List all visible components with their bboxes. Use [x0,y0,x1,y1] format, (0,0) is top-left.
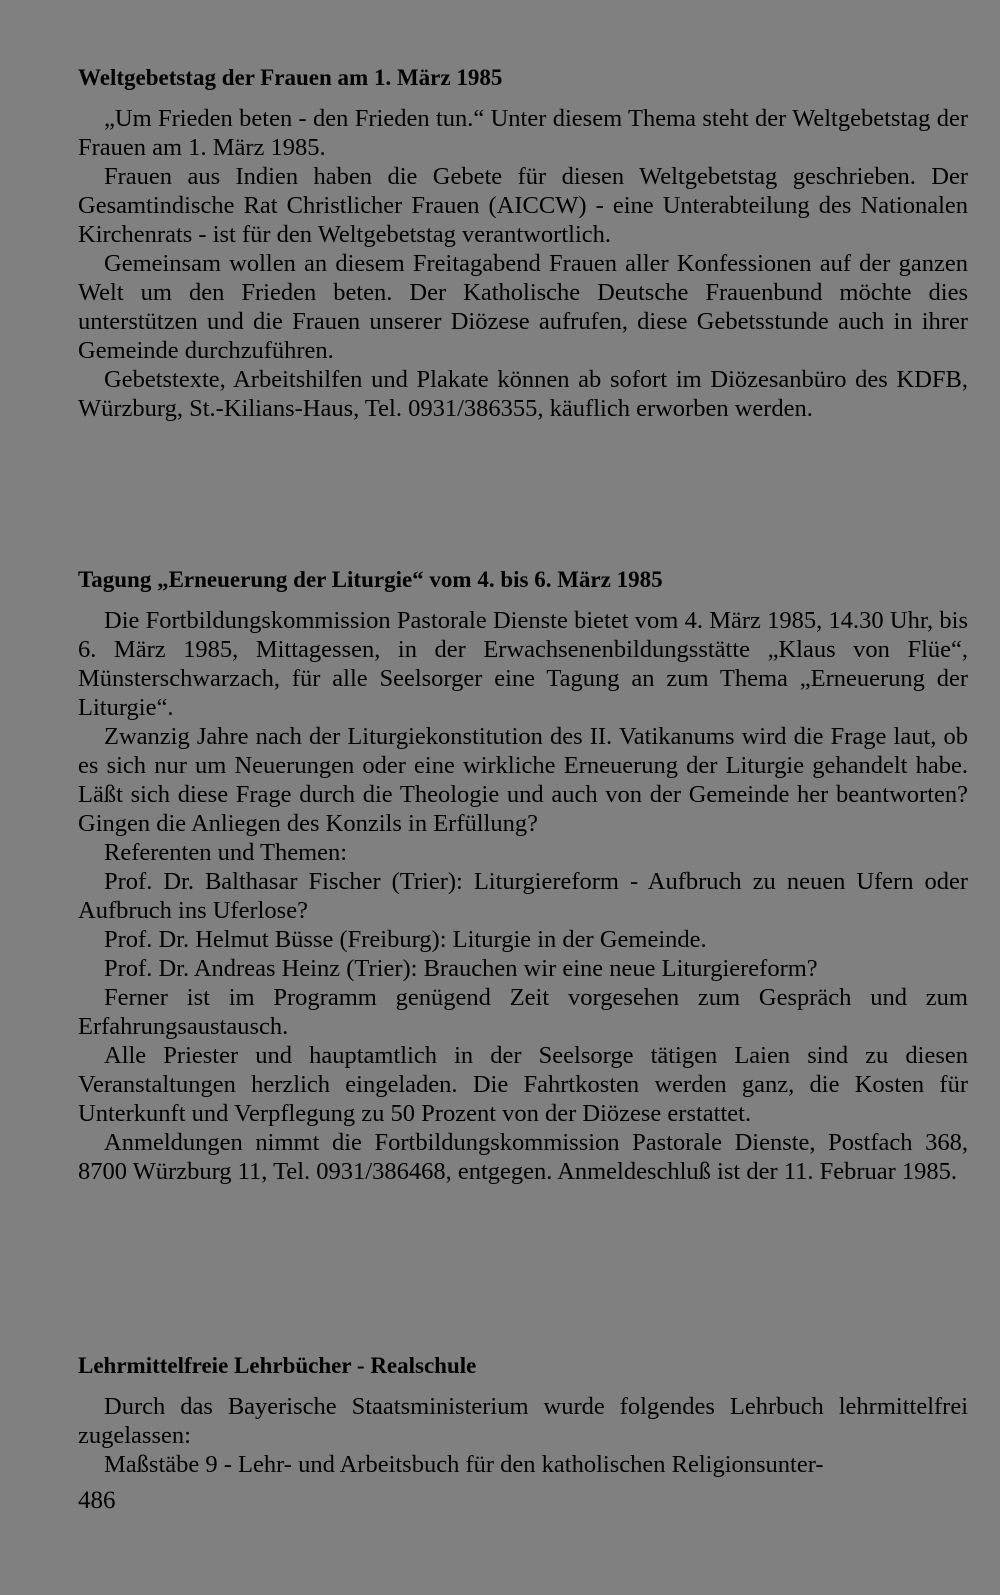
paragraph: Referenten und Themen: [104,839,348,866]
paragraph: Gebetstexte, Arbeitshilfen und Plakate können ab sofort im Diözesanbüro des KDFB, Würzburg, St.-Kilians-Haus, Tel. 0931/386355, käuflich erworben werden. [78,366,968,422]
paragraph: Frauen aus Indien haben die Gebete für diesen Weltgebetstag geschrieben. Der Gesamtindische Rat Christlicher Frauen (AICCW) - eine Unterabteilung des Nationalen Kirchenrats - ist für den Weltgebetstag verantwortlich. [78,163,968,248]
section-tagung-liturgie [78,566,968,1186]
paragraph: Die Fortbildungskommission Pastorale Dienste bietet vom 4. März 1985, 14.30 Uhr, bis 6. März 1985, Mittagessen, in der Erwachsenenbildungsstätte „Klaus von Flüe“, Münsterschwarzach, für alle Seelsorger eine Tagung an zum Thema „Erneuerung der Liturgie“. [78,607,968,721]
section-heading: Lehrmittelfreie Lehrbücher - Realschule [78,1353,477,1378]
paragraph: Alle Priester und hauptamtlich in der Seelsorge tätigen Laien sind zu diesen Veranstaltungen herzlich eingeladen. Die Fahrtkosten werden ganz, die Kosten für Unterkunft und Verpflegung zu 50 Prozent von der Diözese erstattet. [78,1042,968,1127]
paragraph: Prof. Dr. Andreas Heinz (Trier): Brauchen wir eine neue Liturgiereform? [104,955,818,982]
paragraph: Maßstäbe 9 - Lehr- und Arbeitsbuch für den katholischen Religionsunter- [104,1451,824,1478]
paragraph: Gemeinsam wollen an diesem Freitagabend Frauen aller Konfessionen auf der ganzen Welt um den Frieden beten. Der Katholische Deutsche Frauenbund möchte dies unterstützen und die Frauen unserer Diözese aufrufen, diese Gebetsstunde auch in ihrer Gemeinde durchzuführen. [78,250,968,364]
paragraph: Zwanzig Jahre nach der Liturgiekonstitution des II. Vatikanums wird die Frage laut, ob es sich nur um Neuerungen oder eine wirkliche Erneuerung der Liturgie gehandelt habe. Läßt sich diese Frage durch die Theologie und auch von der Gemeinde her beantworten? Gingen die Anliegen des Konzils in Erfüllung? [78,723,968,837]
section-heading: Weltgebetstag der Frauen am 1. März 1985 [78,65,503,90]
paragraph: Prof. Dr. Helmut Büsse (Freiburg): Liturgie in der Gemeinde. [104,926,707,953]
paragraph: Prof. Dr. Balthasar Fischer (Trier): Liturgiereform - Aufbruch zu neuen Ufern oder Aufbruch ins Uferlose? [78,868,968,924]
paragraph: Anmeldungen nimmt die Fortbildungskommission Pastorale Dienste, Postfach 368, 8700 Würzburg 11, Tel. 0931/386468, entgegen. Anmeldeschluß ist der 11. Februar 1985. [78,1129,968,1185]
page-number: 486 [78,1487,116,1514]
paragraph: Durch das Bayerische Staatsministerium wurde folgendes Lehrbuch lehrmittelfrei zugelassen: [78,1393,968,1449]
paragraph: Ferner ist im Programm genügend Zeit vorgesehen zum Gespräch und zum Erfahrungsaustausch. [78,984,968,1040]
section-heading: Tagung „Erneuerung der Liturgie“ vom 4. bis 6. März 1985 [78,567,663,592]
section-lehrbuecher [78,1352,968,1479]
section-weltgebetstag [78,64,968,423]
paragraph: „Um Frieden beten - den Frieden tun.“ Unter diesem Thema steht der Weltgebetstag der Frauen am 1. März 1985. [78,105,968,161]
